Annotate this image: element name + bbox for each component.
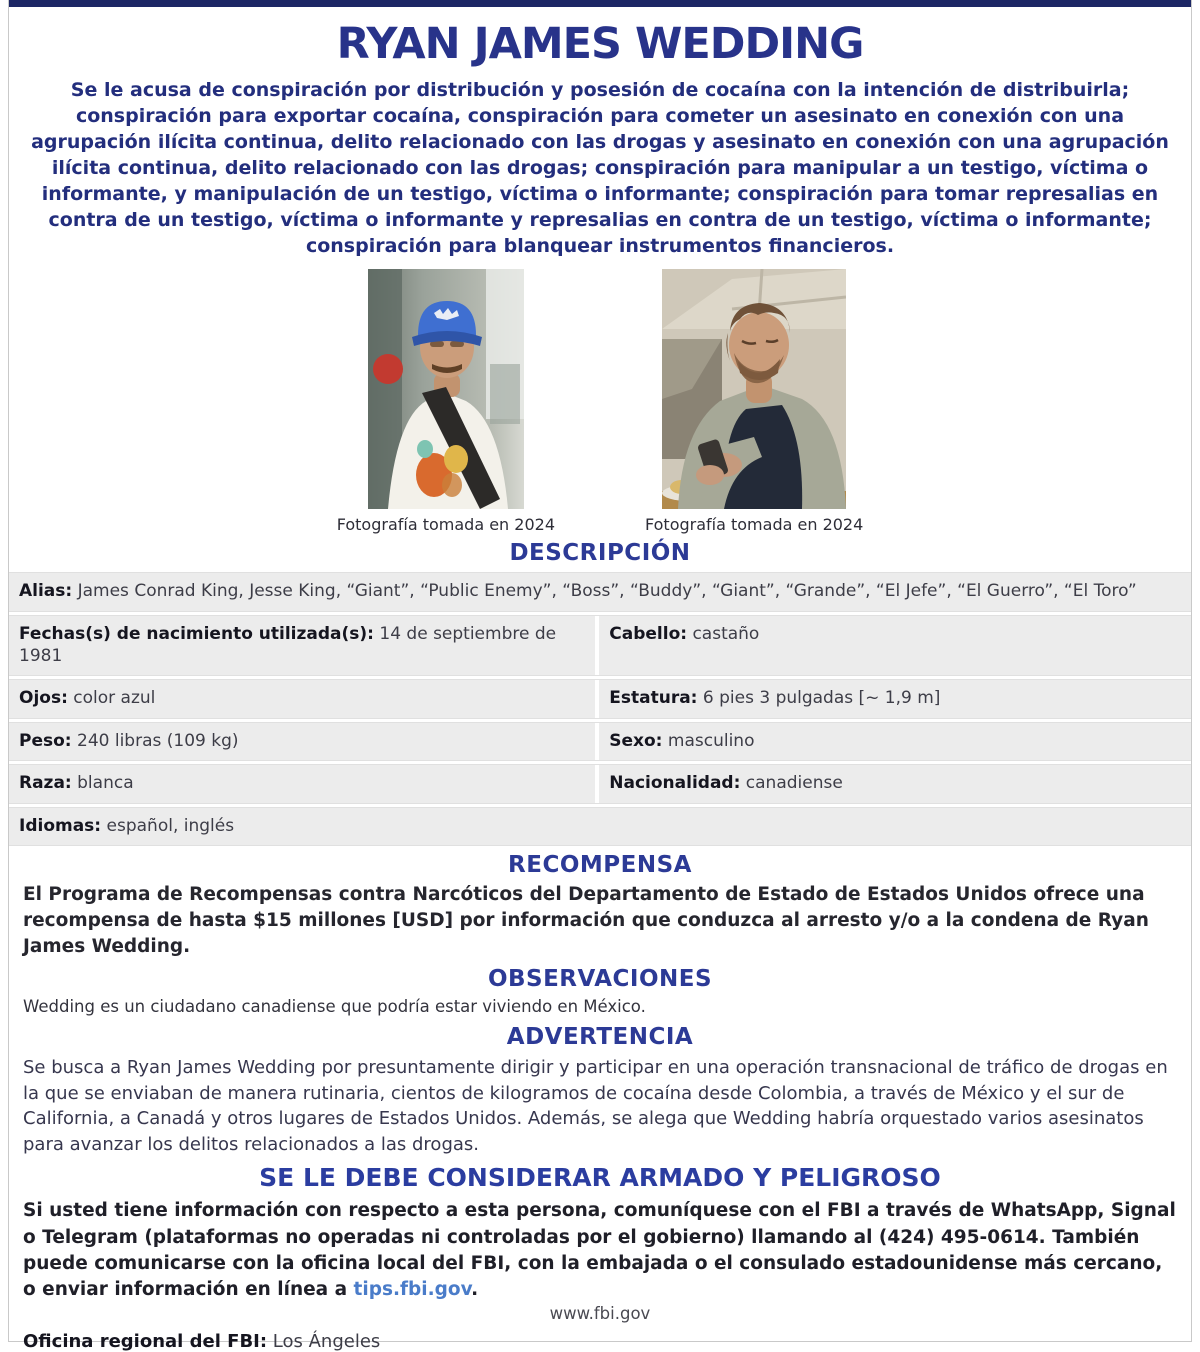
languages-value: español, inglés	[106, 815, 235, 836]
description-table	[9, 572, 1191, 846]
nationality-label: Nacionalidad:	[609, 773, 741, 794]
birthdate-label: Fechas(s) de nacimiento utilizada(s):	[19, 623, 374, 644]
race-label: Raza:	[19, 773, 72, 794]
height-label: Estatura:	[609, 688, 698, 709]
description-heading: DESCRIPCIÓN	[509, 540, 691, 567]
wanted-photo-2-illustration	[662, 269, 846, 509]
armed-dangerous-heading: SE LE DEBE CONSIDERAR ARMADO Y PELIGROSO	[259, 1163, 941, 1193]
photo-block-2	[645, 269, 863, 534]
photo-caption-1: Fotografía tomada en 2024	[336, 515, 555, 535]
contact-text-after-link: .	[471, 1279, 479, 1301]
table-row-languages	[9, 807, 1191, 846]
remarks-paragraph: Wedding es un ciudadano canadiense que podría estar viviendo en México.	[23, 996, 646, 1016]
tips-fbi-gov-link[interactable]: tips.fbi.gov	[353, 1279, 472, 1301]
remarks-heading: OBSERVACIONES	[487, 965, 713, 992]
alias-label: Alias:	[19, 581, 73, 602]
photos-row	[9, 269, 1191, 534]
table-row-race-nationality	[9, 764, 1191, 803]
contact-paragraph	[23, 1198, 1177, 1303]
charges-paragraph: Se le acusa de conspiración por distribución y posesión de cocaína con la intención de distribuirla; conspiración para exportar cocaína, conspiración para cometer un asesinato en conexión con una agrupación ilícita continua, delito relacionado con las drogas y asesinato en conexión con una agrupación ilícita continua, delito relacionado con las drogas; conspiración para manipular a un testigo, víctima o informante, y manipulación de un testigo, víctima o informante; conspiración para tomar represalias en contra de un testigo, víctima o informante y represalias en contra de un testigo, víctima o informante; conspiración para blanquear instrumentos financieros.	[31, 79, 1169, 258]
photo-caption-2: Fotografía tomada en 2024	[645, 515, 864, 535]
nationality-value: canadiense	[745, 773, 843, 794]
eyes-label: Ojos:	[19, 688, 68, 709]
alias-value: James Conrad King, Jesse King, “Giant”, “Public Enemy”, “Boss”, “Buddy”, “Giant”, “Grande”, “El Jefe”, “El Guerro”, “El Toro”	[77, 581, 1137, 602]
wanted-photo-1-illustration	[368, 269, 524, 509]
field-office-label: Oficina regional del FBI:	[23, 1331, 268, 1352]
birthdate-value: 14 de septiembre de 1981	[19, 623, 557, 666]
wanted-poster-page	[8, 0, 1192, 1352]
top-navy-bar	[9, 0, 1191, 7]
reward-paragraph: El Programa de Recompensas contra Narcóticos del Departamento de Estado de Estados Unidos ofrece una recompensa de hasta $15 millones [USD] por información que conduzca al arresto y/o a la condena de Ryan James Wedding.	[23, 884, 1149, 957]
hair-label: Cabello:	[609, 623, 688, 644]
contact-text-before-link: Si usted tiene información con respecto a esta persona, comuníquese con el FBI a través de WhatsApp, Signal o Telegram (plataformas no operadas ni controladas por el gobierno) llamando al (424) 495-0614. También puede comunicarse con la oficina local del FBI, con la embajada o el consulado estadounidense más cercano, o enviar información en línea a	[23, 1200, 1176, 1301]
weight-value: 240 libras (109 kg)	[77, 730, 239, 751]
photo-block-1	[337, 269, 555, 534]
table-row-alias	[9, 572, 1191, 611]
eyes-value: color azul	[73, 688, 156, 709]
fbi-gov-footer-link[interactable]: www.fbi.gov	[549, 1304, 651, 1323]
hair-value: castaño	[692, 623, 760, 644]
race-value: blanca	[77, 773, 134, 794]
height-value: 6 pies 3 pulgadas [~ 1,9 m]	[702, 688, 941, 709]
languages-label: Idiomas:	[19, 815, 102, 836]
table-row-birthdate-hair	[9, 615, 1191, 677]
sex-value: masculino	[667, 730, 755, 751]
sex-label: Sexo:	[609, 730, 663, 751]
table-row-eyes-height	[9, 679, 1191, 718]
page-title: RYAN JAMES WEDDING	[336, 19, 864, 69]
wanted-photo-1	[368, 269, 524, 509]
reward-heading: RECOMPENSA	[508, 852, 692, 879]
caution-heading: ADVERTENCIA	[506, 1024, 694, 1051]
wanted-photo-2	[662, 269, 846, 509]
table-row-weight-sex	[9, 722, 1191, 761]
weight-label: Peso:	[19, 730, 72, 751]
field-office-value: Los Ángeles	[272, 1331, 381, 1352]
caution-paragraph: Se busca a Ryan James Wedding por presuntamente dirigir y participar en una operación transnacional de tráfico de drogas en la que se enviaban de manera rutinaria, cientos de kilogramos de cocaína desde Colombia, a través de México y el sur de California, a Canadá y otros lugares de Estados Unidos. Además, se alega que Wedding habría orquestado varios asesinatos para avanzar los delitos relacionados a las drogas.	[23, 1057, 1168, 1155]
